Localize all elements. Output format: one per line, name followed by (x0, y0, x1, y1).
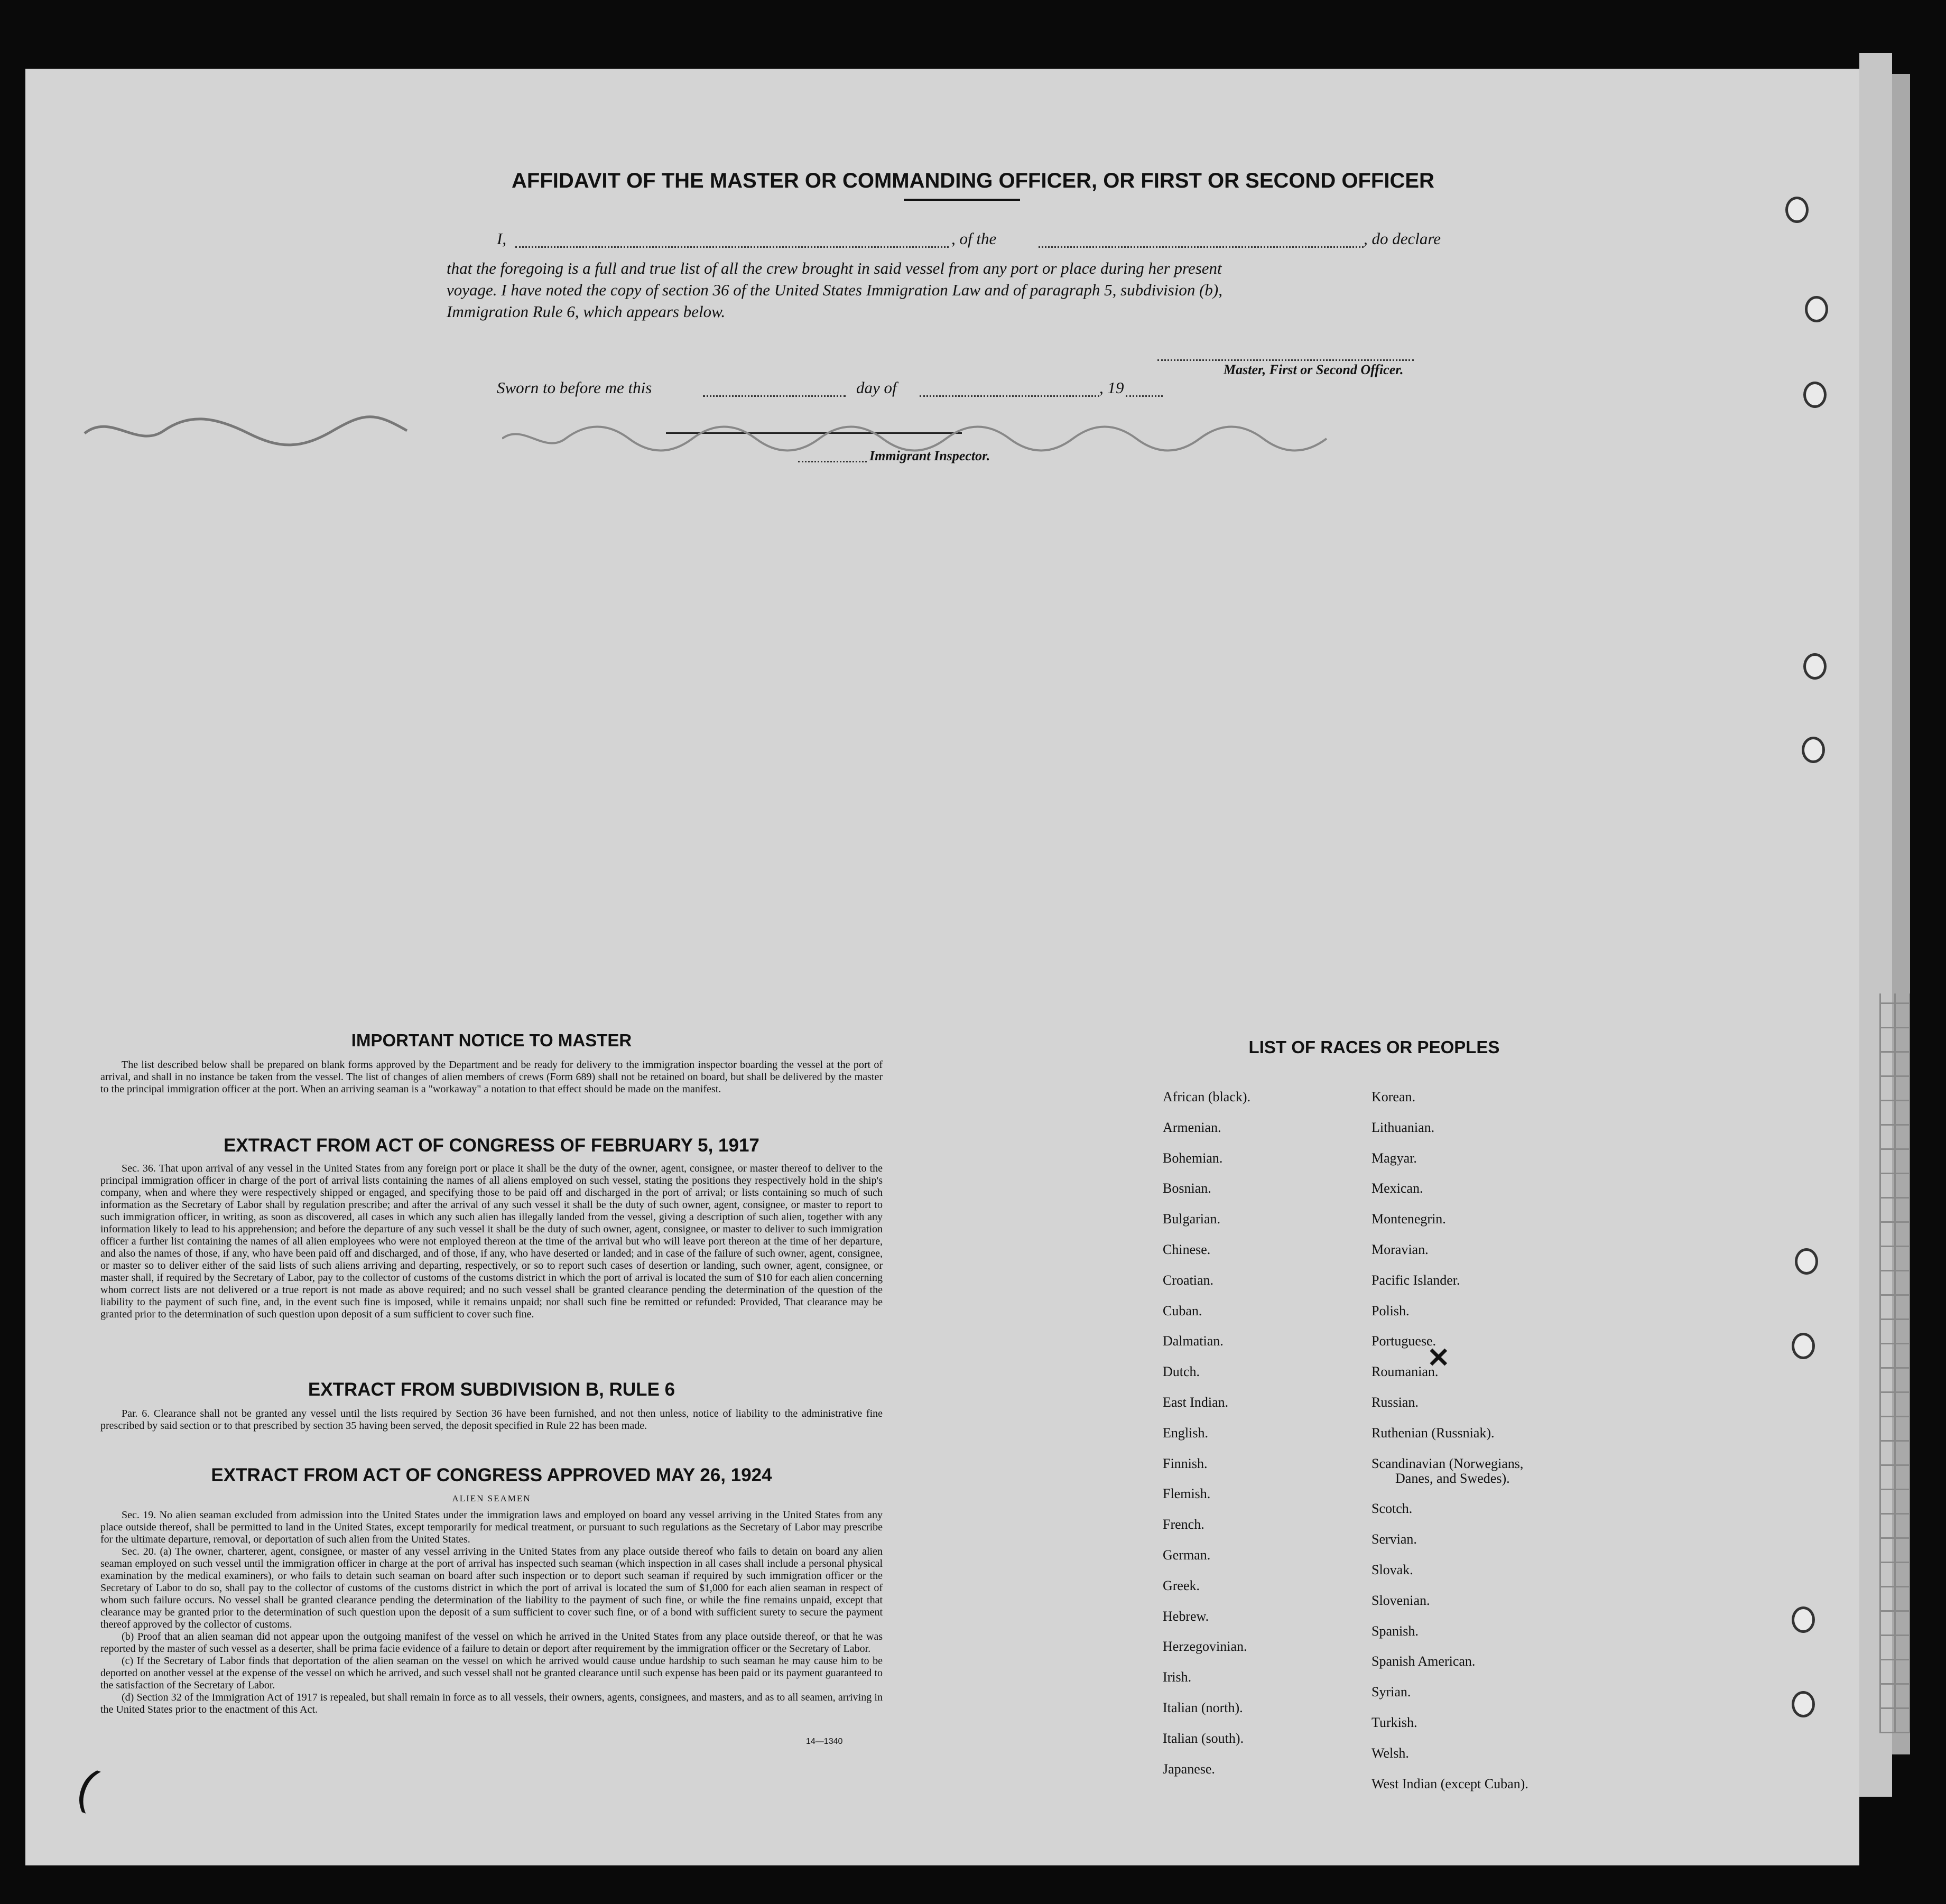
race-item: Turkish. (1372, 1715, 1417, 1730)
race-item: Armenian. (1163, 1119, 1221, 1135)
race-item: Dutch. (1163, 1364, 1200, 1380)
race-item: Hebrew. (1163, 1608, 1209, 1624)
binder-hole-icon (1805, 296, 1828, 322)
sec-19-paragraph: Sec. 19. No alien seaman excluded from admission into the United States under the immigration laws and employed on board any vessel arriving in the United States from any place outside thereof, shall be permitted to land in the United States, except temporarily for medical treatment, or pursuant to such regulations as the Secretary of Labor may prescribe for the ultimate departure, removal, or deportation of such alien from the United States. (100, 1509, 883, 1545)
notice-title: IMPORTANT NOTICE TO MASTER (351, 1030, 632, 1050)
race-item: Mexican. (1372, 1181, 1423, 1196)
binder-hole-icon (1795, 1248, 1818, 1275)
form-number: 14—1340 (806, 1737, 843, 1746)
extract-1917-text (100, 1163, 883, 1321)
race-item: German. (1163, 1547, 1211, 1563)
year-blank (1126, 395, 1163, 397)
day-of-label: day of (856, 378, 897, 397)
race-item: Slovenian. (1372, 1592, 1430, 1608)
master-signature-label: Master, First or Second Officer. (1224, 362, 1404, 377)
race-item: English. (1163, 1425, 1208, 1441)
handwritten-margin-mark-icon: ( (70, 1759, 104, 1815)
sec-20b-paragraph: (b) Proof that an alien seaman did not appear upon the outgoing manifest of the vessel on which he arrived in the United States from any place outside thereof, or that he was reported by the master of such vessel as a deserter, shall be prima facie evidence of a failure to detain or deport after requirement by the immigration officer or the Secretary of Labor. (100, 1631, 883, 1655)
affidavit-of-the: , of the (951, 229, 997, 248)
handwritten-wave-icon (502, 417, 1358, 460)
race-item: Japanese. (1163, 1761, 1215, 1777)
handwritten-check-mark-icon: ✕ (1427, 1343, 1450, 1373)
sec-20c-paragraph: (c) If the Secretary of Labor finds that deportation of the alien seaman on the vessel on which he arrived would cause undue hardship to such seaman he may cause him to be deported on another vessel at the expense of the vessel on which he arrived, and such vessel shall not be granted clearance until such expense has been paid or its payment guaranteed to the satisfaction of the Secretary of Labor. (100, 1655, 883, 1691)
race-item: Dalmatian. (1163, 1333, 1224, 1349)
notice-text (100, 1059, 883, 1095)
race-item: Lithuanian. (1372, 1119, 1435, 1135)
race-item: Spanish. (1372, 1623, 1419, 1639)
par-6-paragraph: Par. 6. Clearance shall not be granted any vessel until the lists required by Section 36 have been furnished, and not then unless, notice of liability to the administrative fine prescribed by said section or to that prescribed by section 35 having been served, the deposit specified in Rule 22 has been made. (100, 1408, 883, 1432)
sec-20a-paragraph: Sec. 20. (a) The owner, charterer, agent, consignee, or master of any vessel arriving in the United States from any place outside thereof who fails to detain on board any alien seaman employed on such vessel until the immigration officer in charge at the port of arrival has inspected such seaman (which inspection in all cases shall include a personal physical examination by the medical examiners), or who fails to detain such seaman on board after such inspection or to deport such seaman if required by such immigration officer or the Secretary of Labor to do so, shall pay to the collector of customs of the customs district in which the port of arrival is located the sum of $1,000 for each alien seaman in respect of whom such failure occurs. No vessel shall be granted clearance pending the determination of the liability to the payment of such fine, or while the fine remains unpaid, except that clearance may be granted prior to the determination of such question upon the deposit of a sum sufficient to cover such fine, or of a bond with sufficient surety to secure the payment thereof approved by the collector of customs. (100, 1546, 883, 1630)
title-divider (904, 199, 1020, 201)
rule-6-text (100, 1408, 883, 1432)
affidavit-title: AFFIDAVIT OF THE MASTER OR COMMANDING OFFICER, OR FIRST OR SECOND OFFICER (512, 169, 1434, 192)
race-item: Slovak. (1372, 1562, 1413, 1577)
race-item: Italian (south). (1163, 1730, 1244, 1746)
race-item: Italian (north). (1163, 1700, 1243, 1715)
inspector-dotted-line (798, 461, 867, 462)
race-item: Pacific Islander. (1372, 1272, 1460, 1288)
race-item: Magyar. (1372, 1150, 1417, 1166)
notice-paragraph: The list described below shall be prepared on blank forms approved by the Department and be ready for delivery to the immigration inspector boarding the vessel at the port of arrival, and shall in no instance be taken from the vessel. The list of changes of alien members of crews (Form 689) shall not be retained on board, but shall be delivered by the master to the principal immigration officer at the port. When an arriving seaman is a "workaway" a notation to that effect should be made on the manifest. (100, 1059, 883, 1095)
race-item: Greek. (1163, 1577, 1200, 1593)
race-item: Bohemian. (1163, 1150, 1223, 1166)
race-item: Syrian. (1372, 1684, 1411, 1700)
affidavit-line-2: voyage. I have noted the copy of section 36 of the United States Immigration Law and of paragraph 5, subdivision (b), (447, 281, 1222, 299)
race-item: Korean. (1372, 1089, 1416, 1104)
race-item: Herzegovinian. (1163, 1639, 1247, 1655)
extract-1924-text (100, 1509, 883, 1716)
race-item: Cuban. (1163, 1303, 1202, 1318)
race-item: Croatian. (1163, 1272, 1214, 1288)
binder-hole-icon (1792, 1606, 1815, 1633)
race-item: Welsh. (1372, 1745, 1409, 1761)
race-item: Danes, and Swedes). (1395, 1470, 1510, 1486)
race-item: Russian. (1372, 1395, 1419, 1410)
race-item: Chinese. (1163, 1242, 1211, 1257)
vessel-blank (1039, 246, 1364, 248)
name-blank (515, 246, 949, 248)
race-item: Moravian. (1372, 1242, 1429, 1257)
race-item: Montenegrin. (1372, 1211, 1446, 1227)
race-item: Portuguese. (1372, 1333, 1437, 1349)
rule-6-title: EXTRACT FROM SUBDIVISION B, RULE 6 (308, 1379, 675, 1400)
race-item: African (black). (1163, 1089, 1251, 1104)
binder-hole-icon (1792, 1333, 1815, 1359)
race-item: Roumanian. (1372, 1364, 1439, 1380)
race-item: Scotch. (1372, 1501, 1413, 1517)
sec-20d-paragraph: (d) Section 32 of the Immigration Act of 1917 is repealed, but shall remain in force as to all vessels, their owners, agents, consignees, and masters, and as to all seamen, arriving in the United States prior to the enactment of this Act. (100, 1692, 883, 1715)
binder-hole-icon (1803, 653, 1827, 680)
race-item: Polish. (1372, 1303, 1410, 1318)
sworn-label: Sworn to before me this (497, 378, 652, 397)
races-title: LIST OF RACES OR PEOPLES (1248, 1037, 1500, 1057)
graph-paper-strip (1879, 993, 1910, 1733)
affidavit-do-declare: , do declare (1364, 229, 1441, 248)
extract-1924-title: EXTRACT FROM ACT OF CONGRESS APPROVED MAY 26, 1924 (211, 1465, 772, 1485)
race-item: Servian. (1372, 1531, 1417, 1547)
extract-1917-title: EXTRACT FROM ACT OF CONGRESS OF FEBRUARY 5, 1917 (224, 1135, 759, 1156)
affidavit-i: I, (497, 229, 507, 248)
race-item: Finnish. (1163, 1455, 1208, 1471)
race-item: Spanish American. (1372, 1654, 1476, 1669)
race-item: West Indian (except Cuban). (1372, 1776, 1528, 1791)
affidavit-line-1: that the foregoing is a full and true list of all the crew brought in said vessel from any port or place during her present (447, 259, 1222, 277)
race-item: Ruthenian (Russniak). (1372, 1425, 1495, 1441)
binder-hole-icon (1792, 1691, 1815, 1717)
day-blank (703, 395, 846, 397)
alien-seamen-subtitle: ALIEN SEAMEN (452, 1493, 531, 1503)
month-blank (920, 395, 1099, 397)
race-item: Irish. (1163, 1669, 1192, 1685)
inspector-label: Immigrant Inspector. (869, 448, 990, 463)
binder-hole-icon (1785, 197, 1809, 223)
race-item: East Indian. (1163, 1395, 1229, 1410)
race-item: Scandinavian (Norwegians, (1372, 1455, 1524, 1471)
master-signature-line (1157, 359, 1414, 361)
race-item: French. (1163, 1517, 1204, 1533)
affidavit-line-3: Immigration Rule 6, which appears below. (447, 302, 726, 321)
sec-36-paragraph: Sec. 36. That upon arrival of any vessel in the United States from any foreign port or place it shall be the duty of the owner, agent, consignee, or master thereof to deliver to the principal immigration officer in charge of the port of arrival lists containing the names of all aliens employed on such vessel, stating the positions they respectively hold in the ship's company, when and where they were respectively shipped or engaged, and specifying those to be paid off and discharged in the port of arrival; or lists containing so much of such information as the Secretary of Labor shall by regulation prescribe; and after the arrival of any such vessel it shall be the duty of such owner, agent, consignee, or master to report to such immigration officer, in writing, as soon as discovered, all cases in which any such alien has illegally landed from the vessel, giving a description of such alien, together with any information likely to lead to his apprehension; and before the departure of any such vessel it shall be the duty of such owner, agent, consignee, or master to deliver to such immigration officer a further list containing the names of all alien employees who were not employed thereon at the time of the arrival but who will leave port thereon at the time of her departure, and also the names of those, if any, who have been paid off and discharged, and of those, if any, who have deserted or landed; and in case of the failure of such owner, agent, consignee, or master so to deliver either of the said lists of such aliens arriving and departing, respectively, or so to report such cases of desertion or landing, such owner, agent, consignee, or master shall, if required by the Secretary of Labor, pay to the collector of customs of the customs district in which the port of arrival is located the sum of $10 for each alien concerning whom correct lists are not delivered or a true report is not made as above required; and no such vessel shall be granted clearance pending the determination of the question of the liability to the payment of such fine, and, in the event such fine is imposed, while it remains unpaid; nor shall such fine be remitted or refunded: Provided, That clearance may be granted prior to the determination of such question upon deposit of a sum sufficient to cover such fine. (100, 1163, 883, 1320)
race-item: Bosnian. (1163, 1181, 1211, 1196)
binder-hole-icon (1803, 382, 1827, 408)
race-item: Bulgarian. (1163, 1211, 1221, 1227)
year-label: , 19 (1099, 378, 1124, 397)
binder-hole-icon (1802, 737, 1825, 763)
race-item: Flemish. (1163, 1486, 1211, 1502)
